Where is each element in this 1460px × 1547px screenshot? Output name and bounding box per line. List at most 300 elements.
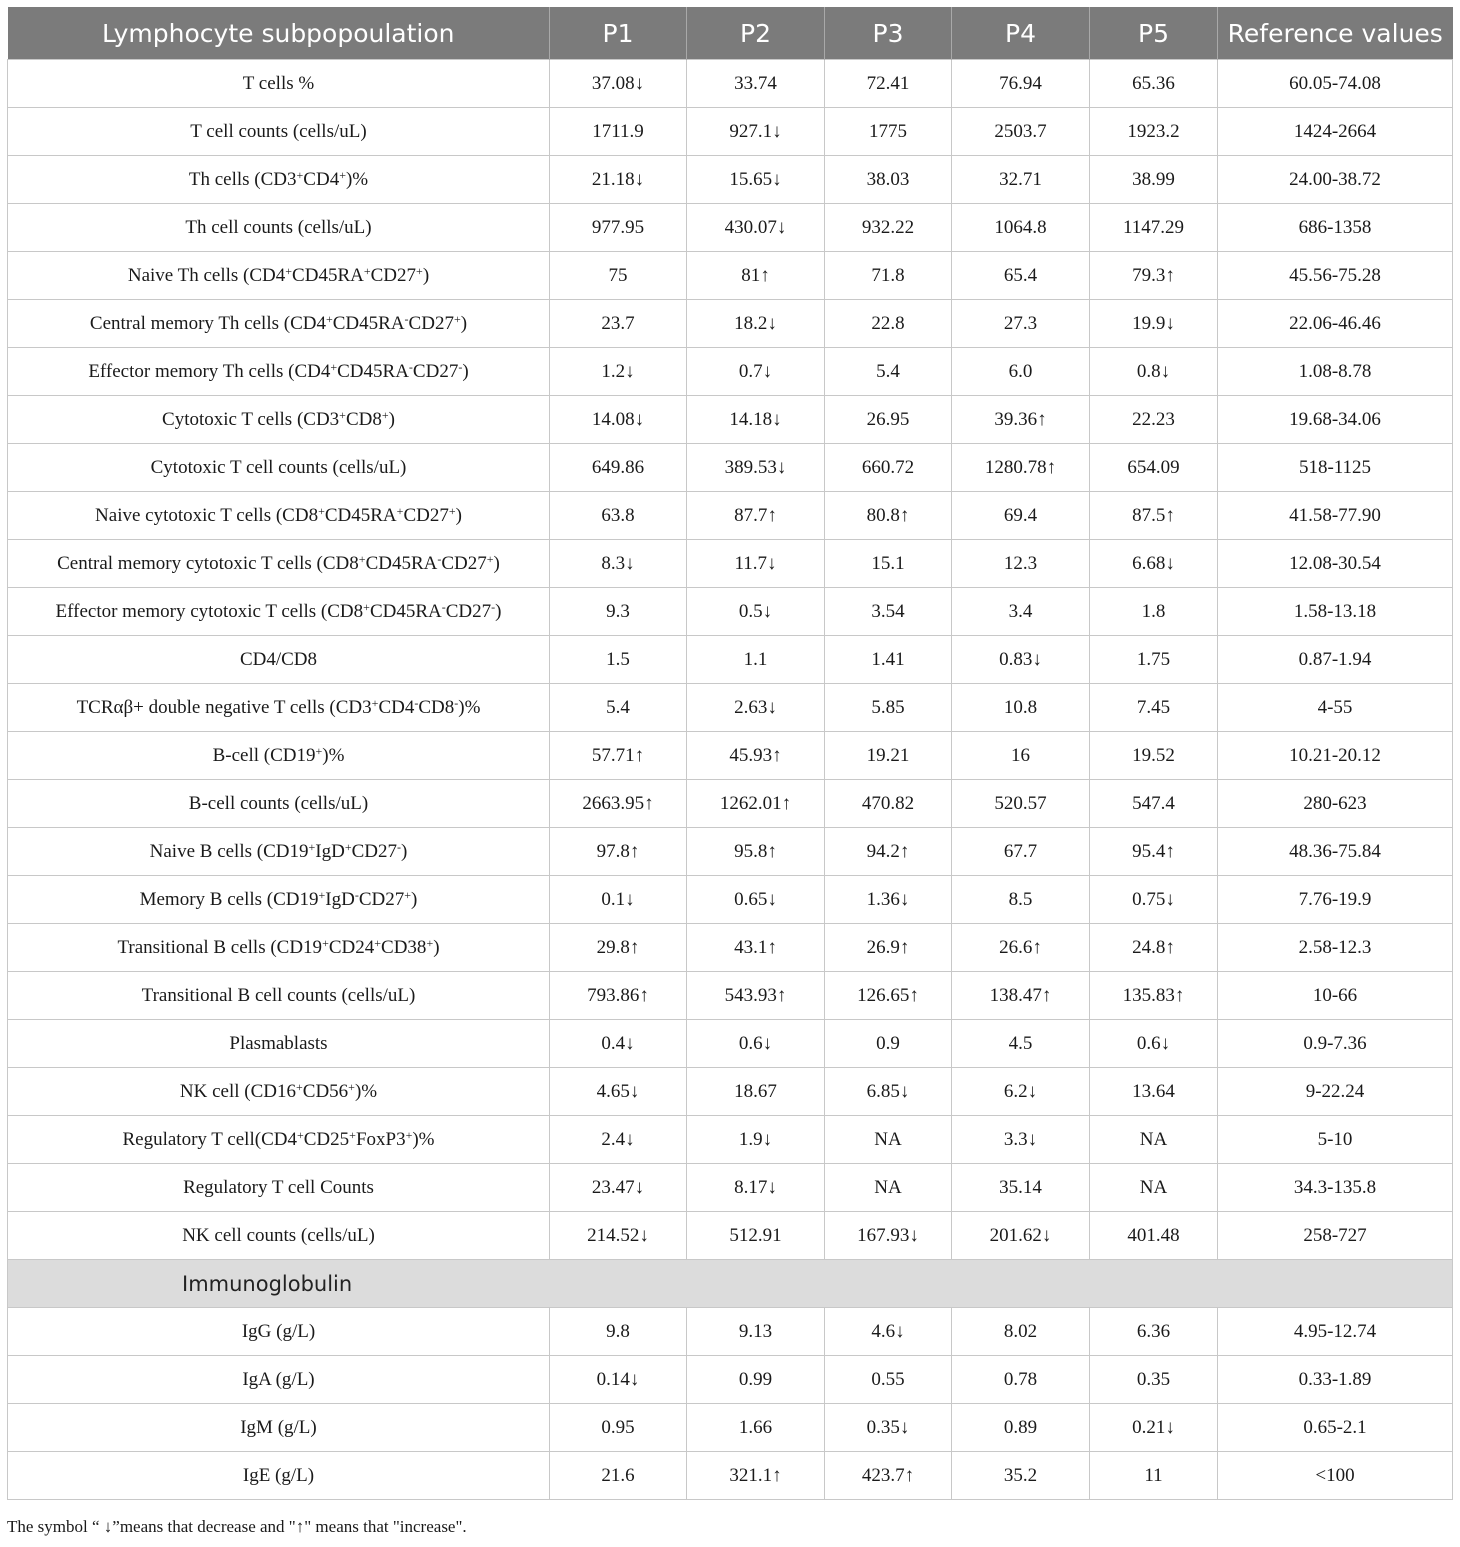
patient-value-cell: 135.83↑ [1090,972,1218,1020]
row-label-cell [8,684,550,732]
row-label-cell [8,876,550,924]
row-label-cell [8,1164,550,1212]
header-cell-p5: P5 [1090,7,1218,60]
row-label-cell [8,1308,550,1356]
row-label-text: ) [422,264,430,286]
marker-superscript: + [416,263,423,278]
reference-value-cell: 1424-2664 [1218,108,1453,156]
marker-superscript: + [325,311,333,326]
marker-superscript: - [441,599,446,614]
patient-value-cell: 15.1 [825,540,952,588]
reference-value-cell: 686-1358 [1218,204,1453,252]
patient-value-cell: 94.2↑ [825,828,952,876]
patient-value-cell: 167.93↓ [825,1212,952,1260]
reference-value-cell: 0.33-1.89 [1218,1356,1453,1404]
row-label-text: CD45RA [292,264,364,286]
marker-superscript: + [453,311,461,326]
patient-value-cell: 11.7↓ [687,540,825,588]
table-row [8,636,1453,684]
table-row [8,1068,1453,1116]
patient-value-cell: 1.1 [687,636,825,684]
reference-value-cell: 45.56-75.28 [1218,252,1453,300]
patient-value-cell: 214.52↓ [550,1212,687,1260]
patient-value-cell: 6.85↓ [825,1068,952,1116]
table-row [8,108,1453,156]
row-label-text: CD4 [378,696,415,718]
row-label-cell [8,1020,550,1068]
patient-value-cell: 401.48 [1090,1212,1218,1260]
table-row [8,1164,1453,1212]
row-label-text: CD4 [303,168,340,190]
table-row [8,1020,1453,1068]
patient-value-cell: 0.35↓ [825,1404,952,1452]
row-label-text: Cytotoxic T cell counts (cells/uL) [150,456,407,478]
patient-value-cell: 2.63↓ [687,684,825,732]
patient-value-cell: 18.2↓ [687,300,825,348]
patient-value-cell: 1064.8 [952,204,1090,252]
row-label-text: IgG (g/L) [241,1320,316,1342]
patient-value-cell: 3.3↓ [952,1116,1090,1164]
reference-value-cell: 12.08-30.54 [1218,540,1453,588]
patient-value-cell: 660.72 [825,444,952,492]
patient-value-cell: 138.47↑ [952,972,1090,1020]
row-label-text: Central memory Th cells (CD4 [89,312,326,334]
patient-value-cell: 0.9 [825,1020,952,1068]
patient-value-cell: 37.08↓ [550,60,687,108]
patient-value-cell: 27.3 [952,300,1090,348]
patient-value-cell: 0.75↓ [1090,876,1218,924]
patient-value-cell: 2.4↓ [550,1116,687,1164]
lymphocyte-table [7,7,1453,1500]
section-title: Immunoglobulin [8,1260,1453,1308]
footnote: The symbol “ ↓”means that decrease and "↑" means that "increase". [7,1517,467,1536]
marker-superscript: - [354,887,359,902]
row-label-text: Transitional B cells (CD19 [117,936,323,958]
table-row [8,204,1453,252]
patient-value-cell: 65.36 [1090,60,1218,108]
row-label-text: )% [458,696,481,718]
patient-value-cell: 4.5 [952,1020,1090,1068]
patient-value-cell: 9.8 [550,1308,687,1356]
row-label-text: B-cell counts (cells/uL) [188,792,369,814]
reference-value-cell: 4-55 [1218,684,1453,732]
patient-value-cell: 0.89 [952,1404,1090,1452]
reference-value-cell: 10.21-20.12 [1218,732,1453,780]
row-label-text: ) [493,552,500,574]
patient-value-cell: 0.21↓ [1090,1404,1218,1452]
patient-value-cell: 14.18↓ [687,396,825,444]
table-row [8,540,1453,588]
patient-value-cell: 1280.78↑ [952,444,1090,492]
patient-value-cell: 321.1↑ [687,1452,825,1500]
patient-value-cell: 9.3 [550,588,687,636]
reference-value-cell: <100 [1218,1452,1453,1500]
row-label-text: ) [460,312,468,334]
table-row [8,1116,1453,1164]
patient-value-cell: 13.64 [1090,1068,1218,1116]
row-label-text: Effector memory Th cells (CD4 [88,360,331,382]
patient-value-cell: 0.99 [687,1356,825,1404]
table-row [8,1308,1453,1356]
row-label-cell [8,204,550,252]
marker-superscript: + [448,503,456,518]
patient-value-cell: 0.78 [952,1356,1090,1404]
row-label-text: Regulatory T cell Counts [183,1176,374,1198]
row-label-text: )% [354,1080,378,1102]
row-label-text: T cell counts (cells/uL) [190,120,367,142]
patient-value-cell: 6.68↓ [1090,540,1218,588]
row-label-text: )% [345,168,369,190]
header-cell-p2: P2 [687,7,825,60]
patient-value-cell: 65.4 [952,252,1090,300]
patient-value-cell: 19.21 [825,732,952,780]
patient-value-cell: 69.4 [952,492,1090,540]
row-label-cell [8,252,550,300]
row-label-text: CD8 [345,408,382,430]
row-label-cell [8,108,550,156]
row-label-cell [8,156,550,204]
patient-value-cell: 977.95 [550,204,687,252]
patient-value-cell: 71.8 [825,252,952,300]
row-label-text: ) [433,936,440,958]
patient-value-cell: 8.3↓ [550,540,687,588]
patient-value-cell: 4.65↓ [550,1068,687,1116]
reference-value-cell: 34.3-135.8 [1218,1164,1453,1212]
marker-superscript: + [296,1127,304,1142]
patient-value-cell: 5.85 [825,684,952,732]
patient-value-cell: 1.36↓ [825,876,952,924]
row-label-text: )% [322,744,345,766]
row-label-cell [8,972,550,1020]
patient-value-cell: 29.8↑ [550,924,687,972]
reference-value-cell: 2.58-12.3 [1218,924,1453,972]
patient-value-cell: 1.5 [550,636,687,684]
patient-value-cell: 0.4↓ [550,1020,687,1068]
patient-value-cell: 470.82 [825,780,952,828]
patient-value-cell: 793.86↑ [550,972,687,1020]
marker-superscript: - [454,695,459,710]
patient-value-cell: 0.6↓ [687,1020,825,1068]
patient-value-cell: 22.23 [1090,396,1218,444]
marker-superscript: + [371,695,379,710]
row-label-cell [8,924,550,972]
row-label-text: CD27 [351,840,398,862]
row-label-cell [8,1212,550,1260]
patient-value-cell: NA [1090,1164,1218,1212]
row-label-cell [8,732,550,780]
patient-value-cell: 67.7 [952,828,1090,876]
patient-value-cell: 87.5↑ [1090,492,1218,540]
row-label-text: IgM (g/L) [240,1416,317,1438]
row-label-text: ) [401,840,408,862]
table-row [8,684,1453,732]
patient-value-cell: 1.8 [1090,588,1218,636]
row-label-text: ) [462,360,469,382]
patient-value-cell: 2503.7 [952,108,1090,156]
patient-value-cell: 126.65↑ [825,972,952,1020]
row-label-text: CD45RA [332,312,405,334]
reference-value-cell: 1.08-8.78 [1218,348,1453,396]
row-label-cell [8,300,550,348]
table-row [8,828,1453,876]
patient-value-cell: 81↑ [687,252,825,300]
marker-superscript: + [318,503,325,518]
patient-value-cell: 63.8 [550,492,687,540]
patient-value-cell: 72.41 [825,60,952,108]
reference-value-cell: 4.95-12.74 [1218,1308,1453,1356]
table-body [8,60,1453,1500]
patient-value-cell: 932.22 [825,204,952,252]
patient-value-cell: 35.2 [952,1452,1090,1500]
reference-value-cell: 0.65-2.1 [1218,1404,1453,1452]
reference-value-cell: 0.87-1.94 [1218,636,1453,684]
patient-value-cell: 0.55 [825,1356,952,1404]
patient-value-cell: 389.53↓ [687,444,825,492]
row-label-cell [8,1068,550,1116]
table-row [8,1452,1453,1500]
header-cell-reference-values: Reference values [1218,7,1453,60]
row-label-text: NK cell counts (cells/uL) [182,1224,375,1246]
patient-value-cell: 45.93↑ [687,732,825,780]
patient-value-cell: 19.52 [1090,732,1218,780]
patient-value-cell: 5.4 [825,348,952,396]
row-label-text: )% [412,1128,435,1150]
table-row [8,60,1453,108]
table-row [8,1404,1453,1452]
marker-superscript: + [381,407,389,422]
marker-superscript: + [308,839,316,854]
patient-value-cell: NA [825,1116,952,1164]
patient-value-cell: 4.6↓ [825,1308,952,1356]
patient-value-cell: 38.99 [1090,156,1218,204]
patient-value-cell: 0.35 [1090,1356,1218,1404]
table-row [8,1356,1453,1404]
row-label-cell [8,588,550,636]
patient-value-cell: 75 [550,252,687,300]
patient-value-cell: 1711.9 [550,108,687,156]
marker-superscript: + [285,263,293,278]
patient-value-cell: 15.65↓ [687,156,825,204]
patient-value-cell: 79.3↑ [1090,252,1218,300]
marker-superscript: + [315,743,323,758]
patient-value-cell: 1.2↓ [550,348,687,396]
row-label-cell [8,396,550,444]
marker-superscript: + [405,1127,413,1142]
row-label-text: CD45RA [337,360,409,382]
header-cell-subpopulation: Lymphocyte subpopoulation [8,7,550,60]
table-row [8,972,1453,1020]
patient-value-cell: 1.9↓ [687,1116,825,1164]
row-label-text: Central memory cytotoxic T cells (CD8 [57,552,359,574]
reference-value-cell: 9-22.24 [1218,1068,1453,1116]
patient-value-cell: 3.54 [825,588,952,636]
patient-value-cell: 0.65↓ [687,876,825,924]
patient-value-cell: 43.1↑ [687,924,825,972]
patient-value-cell: 32.71 [952,156,1090,204]
table-row [8,780,1453,828]
row-label-text: Naive Th cells (CD4 [127,264,286,286]
reference-value-cell: 258-727 [1218,1212,1453,1260]
patient-value-cell: 95.4↑ [1090,828,1218,876]
patient-value-cell: 9.13 [687,1308,825,1356]
marker-superscript: + [426,935,434,950]
patient-value-cell: 95.8↑ [687,828,825,876]
patient-value-cell: 26.6↑ [952,924,1090,972]
patient-value-cell: 654.09 [1090,444,1218,492]
reference-value-cell: 518-1125 [1218,444,1453,492]
marker-superscript: + [339,167,346,182]
patient-value-cell: 18.67 [687,1068,825,1116]
row-label-text: CD27 [408,312,454,334]
table-row [8,156,1453,204]
marker-superscript: - [414,695,419,710]
row-label-text: CD24 [328,936,375,958]
patient-value-cell: 1262.01↑ [687,780,825,828]
header-cell-p4: P4 [952,7,1090,60]
patient-value-cell: 22.8 [825,300,952,348]
patient-value-cell: 543.93↑ [687,972,825,1020]
reference-value-cell: 5-10 [1218,1116,1453,1164]
patient-value-cell: 26.95 [825,396,952,444]
patient-value-cell: 520.57 [952,780,1090,828]
patient-value-cell: 19.9↓ [1090,300,1218,348]
header-cell-p1: P1 [550,7,687,60]
patient-value-cell: 24.8↑ [1090,924,1218,972]
marker-superscript: + [349,1127,356,1142]
row-label-text: IgE (g/L) [242,1464,315,1486]
patient-value-cell: 57.71↑ [550,732,687,780]
patient-value-cell: 16 [952,732,1090,780]
patient-value-cell: 3.4 [952,588,1090,636]
row-label-cell [8,348,550,396]
row-label-cell [8,780,550,828]
reference-value-cell: 7.76-19.9 [1218,876,1453,924]
reference-value-cell: 280-623 [1218,780,1453,828]
patient-value-cell: 1.75 [1090,636,1218,684]
patient-value-cell: 14.08↓ [550,396,687,444]
row-label-text: IgA (g/L) [242,1368,315,1390]
row-label-text: CD8 [418,696,455,718]
row-label-text: IgD [325,888,355,910]
reference-value-cell: 10-66 [1218,972,1453,1020]
table-row [8,924,1453,972]
patient-value-cell: NA [1090,1116,1218,1164]
patient-value-cell: 0.8↓ [1090,348,1218,396]
marker-superscript: + [295,1079,303,1094]
patient-value-cell: 21.18↓ [550,156,687,204]
patient-value-cell: 80.8↑ [825,492,952,540]
row-label-text: ) [388,408,395,430]
row-label-text: Transitional B cell counts (cells/uL) [141,984,416,1006]
row-label-text: Th cell counts (cells/uL) [185,216,372,238]
row-label-text: Th cells (CD3 [188,168,297,190]
marker-superscript: + [486,551,494,566]
patient-value-cell: 97.8↑ [550,828,687,876]
patient-value-cell: 201.62↓ [952,1212,1090,1260]
patient-value-cell: 39.36↑ [952,396,1090,444]
row-label-text: Effector memory cytotoxic T cells (CD8 [55,600,364,622]
row-label-text: ) [455,504,462,526]
patient-value-cell: 23.7 [550,300,687,348]
patient-value-cell: 6.2↓ [952,1068,1090,1116]
patient-value-cell: 76.94 [952,60,1090,108]
row-label-text: CD27 [370,264,417,286]
marker-superscript: + [322,935,329,950]
patient-value-cell: 0.6↓ [1090,1020,1218,1068]
row-label-text: NK cell (CD16 [179,1080,296,1102]
row-label-text: CD4/CD8 [239,648,318,670]
patient-value-cell: 10.8 [952,684,1090,732]
patient-value-cell: 0.83↓ [952,636,1090,684]
row-label-text: Cytotoxic T cells (CD3 [162,408,340,430]
row-label-text: Naive B cells (CD19 [149,840,309,862]
marker-superscript: - [404,311,409,326]
patient-value-cell: 35.14 [952,1164,1090,1212]
patient-value-cell: 11 [1090,1452,1218,1500]
row-label-text: CD27 [358,888,405,910]
marker-superscript: + [330,359,338,374]
patient-value-cell: 547.4 [1090,780,1218,828]
table-header-row [8,7,1453,60]
marker-superscript: - [437,551,442,566]
patient-value-cell: 0.95 [550,1404,687,1452]
marker-superscript: - [397,839,402,854]
patient-value-cell: 8.5 [952,876,1090,924]
table-row [8,588,1453,636]
table-row [8,492,1453,540]
patient-value-cell: 5.4 [550,684,687,732]
table-row [8,1212,1453,1260]
table-row [8,444,1453,492]
table-row [8,348,1453,396]
marker-superscript: + [374,935,382,950]
patient-value-cell: 23.47↓ [550,1164,687,1212]
row-label-text: Plasmablasts [229,1032,328,1054]
row-label-text: CD27 [441,552,487,574]
row-label-text: FoxP3 [355,1128,406,1150]
row-label-cell [8,1116,550,1164]
row-label-cell [8,60,550,108]
marker-superscript: + [363,599,370,614]
patient-value-cell: 0.14↓ [550,1356,687,1404]
table-row [8,732,1453,780]
patient-value-cell: 87.7↑ [687,492,825,540]
reference-value-cell: 60.05-74.08 [1218,60,1453,108]
patient-value-cell: 21.6 [550,1452,687,1500]
row-label-text: CD27 [412,360,459,382]
patient-value-cell: 1147.29 [1090,204,1218,252]
marker-superscript: - [491,599,496,614]
row-label-text: CD45RA [365,552,438,574]
patient-value-cell: 423.7↑ [825,1452,952,1500]
patient-value-cell: 33.74 [687,60,825,108]
patient-value-cell: 8.17↓ [687,1164,825,1212]
row-label-text: CD38 [381,936,427,958]
reference-value-cell: 22.06-46.46 [1218,300,1453,348]
reference-value-cell: 41.58-77.90 [1218,492,1453,540]
row-label-text: T cells % [242,72,315,94]
row-label-cell [8,828,550,876]
row-label-text: CD27 [403,504,449,526]
reference-value-cell: 24.00-38.72 [1218,156,1453,204]
row-label-text: CD25 [303,1128,350,1150]
row-label-text: IgD [315,840,345,862]
patient-value-cell: 512.91 [687,1212,825,1260]
patient-value-cell: 1923.2 [1090,108,1218,156]
marker-superscript: + [396,503,404,518]
patient-value-cell: 6.36 [1090,1308,1218,1356]
patient-value-cell: 430.07↓ [687,204,825,252]
